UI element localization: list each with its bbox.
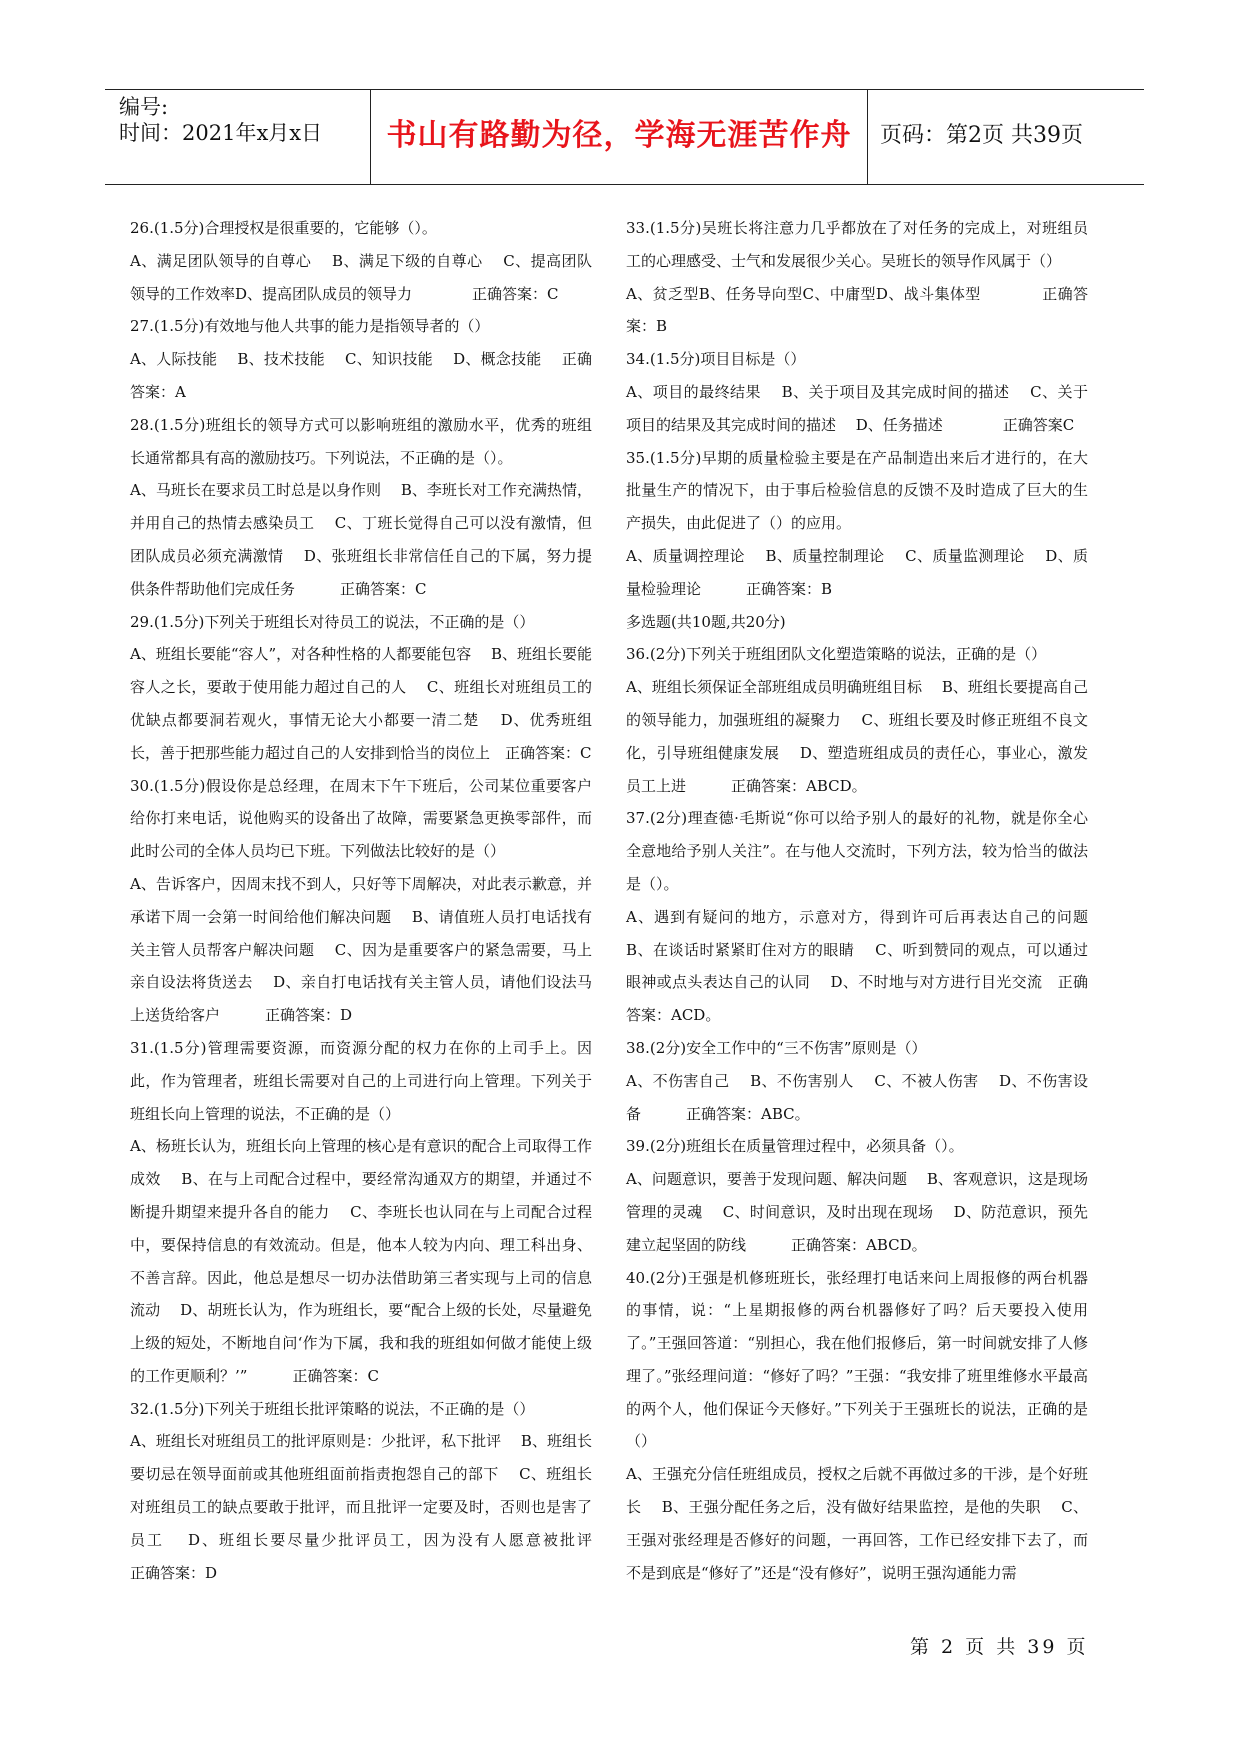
options-35: A、质量调控理论 B、质量控制理论 C、质量监测理论 D、质量检验理论 正确答案：B — [626, 546, 1088, 598]
question-26: 26.(1.5分)合理授权是很重要的，它能够（）。 — [130, 219, 437, 237]
question-35: 35.(1.5分)早期的质量检验主要是在产品制造出来后才进行的，在大批量生产的情况下，由于事后检验信息的反馈不及时造成了巨大的生产损失，由此促进了（）的应用。 — [626, 448, 1088, 533]
options-30: A、告诉客户，因周末找不到人，只好等下周解决，对此表示歉意，并承诺下周一会第一时间给他们解决问题 B、请值班人员打电话找有关主管人员帮客户解决问题 C、因为是重要客户的紧急需要，马上亲自设法将货送去 D、亲自打电话找有关主管人员，请他们设法马上送货给客户 正确答案：D — [130, 874, 592, 1025]
options-34: A、项目的最终结果 B、关于项目及其完成时间的描述 C、关于项目的结果及其完成时间的描述 D、任务描述 正确答案C — [626, 382, 1088, 434]
question-27: 27.(1.5分)有效地与他人共事的能力是指领导者的（） — [130, 317, 490, 336]
time-label: 时间：2021年x月x日 — [119, 121, 323, 145]
left-column — [130, 212, 638, 1589]
question-32: 32.(1.5分)下列关于班组长批评策略的说法，不正确的是（） — [130, 1399, 535, 1418]
options-31: A、杨班长认为，班组长向上管理的核心是有意识的配合上司取得工作成效 B、在与上司配合过程中，要经常沟通双方的期望，并通过不断提升期望来提升各自的能力 C、李班长也认同在与上司配合过程中，要保持信息的有效流动。但是，他本人较为内向、理工科出身、不善言辞。因此，他总是想尽一切办法借助第三者实现与上司的信息流动 D、胡班长认为，作为班组长，要“配合上级的长处，尽量避免上级的短处，不断地自问‘作为下属，我和我的班组如何做才能使上级的工作更顺利？’” 正确答案：C — [130, 1137, 592, 1385]
question-39: 39.(2分)班组长在质量管理过程中，必须具备（）。 — [626, 1137, 964, 1156]
options-28: A、马班长在要求员工时总是以身作则 B、李班长对工作充满热情，并用自己的热情去感染员工 C、丁班长觉得自己可以没有激情，但团队成员必须充满激情 D、张班组长非常信任自己的下属，努力提供条件帮助他们完成任务 正确答案：C — [130, 481, 592, 598]
section-heading-multiple-choice: 多选题(共10题,共20分) — [626, 612, 786, 631]
header-left-cell — [105, 90, 370, 184]
options-29: A、班组长要能“容人”，对各种性格的人都要能包容 B、班组长要能容人之长，要敢于使用能力超过自己的人 C、班组长对班组员工的优缺点都要洞若观火，事情无论大小都要一清二楚 D、优秀班组长，善于把那些能力超过自己的人安排到恰当的岗位上 正确答案：C — [130, 645, 592, 762]
question-31: 31.(1.5分)管理需要资源，而资源分配的权力在你的上司手上。因此，作为管理者，班组长需要对自己的上司进行向上管理。下列关于班组长向上管理的说法，不正确的是（） — [130, 1038, 592, 1123]
question-30: 30.(1.5分)假设你是总经理，在周末下午下班后，公司某位重要客户给你打来电话，说他购买的设备出了故障，需要紧急更换零部件，而此时公司的全体人员均已下班。下列做法比较好的是（） — [130, 776, 592, 861]
number-label: 编号: — [119, 95, 169, 119]
options-39: A、问题意识，要善于发现问题、解决问题 B、客观意识，这是现场管理的灵魂 C、时间意识，及时出现在现场 D、防范意识，预先建立起坚固的防线 正确答案：ABCD。 — [626, 1170, 1088, 1254]
options-32: A、班组长对班组员工的批评原则是：少批评，私下批评 B、班组长要切忌在领导面前或其他班组面前指责抱怨自己的部下 C、班组长对班组员工的缺点要敢于批评，而且批评一定要及时，否则也是害了员工 D、班组长要尽量少批评员工，因为没有人愿意被批评 正确答案：D — [130, 1432, 638, 1582]
motto-text: 书山有路勤为径，学海无涯苦作舟 — [386, 118, 852, 153]
question-40: 40.(2分)王强是机修班班长，张经理打电话来问上周报修的两台机器的事情，说：“上星期报修的两台机器修好了吗？后天要投入使用了。”王强回答道：“别担心，我在他们报修后，第一时间就安排了人修理了。”张经理问道：“修好了吗？”王强：“我安排了班里维修水平最高的两个人，他们保证今天修好。”下列关于王强班长的说法，正确的是（） — [626, 1268, 1088, 1451]
question-36: 36.(2分)下列关于班组团队文化塑造策略的说法，正确的是（） — [626, 645, 1047, 664]
header-motto-cell — [370, 90, 868, 184]
page-info: 页码：第2页 共39页 — [880, 123, 1083, 148]
options-36: A、班组长须保证全部班组成员明确班组目标 B、班组长要提高自己的领导能力，加强班组的凝聚力 C、班组长要及时修正班组不良文化，引导班组健康发展 D、塑造班组成员的责任心，事业心，激发员工上进 正确答案：ABCD。 — [626, 678, 1088, 795]
question-34: 34.(1.5分)项目目标是（） — [626, 350, 806, 369]
question-28: 28.(1.5分)班组长的领导方式可以影响班组的激励水平，优秀的班组长通常都具有高的激励技巧。下列说法，不正确的是（）。 — [130, 415, 592, 467]
question-37: 37.(2分)理查德·毛斯说“你可以给予别人的最好的礼物，就是你全心全意地给予别人关注”。在与他人交流时，下列方法，较为恰当的做法是（）。 — [626, 809, 1088, 893]
question-38: 38.(2分)安全工作中的“三不伤害”原则是（） — [626, 1038, 927, 1057]
right-column — [626, 212, 1108, 1589]
page-footer: 第 2 页 共 39 页 — [910, 1636, 1089, 1658]
page-header — [105, 89, 1144, 185]
options-26: A、满足团队领导的自尊心 B、满足下级的自尊心 C、提高团队领导的工作效率D、提高团队成员的领导力 正确答案：C — [130, 251, 592, 303]
question-33: 33.(1.5分)吴班长将注意力几乎都放在了对任务的完成上，对班组员工的心理感受、士气和发展很少关心。吴班长的领导作风属于（） — [626, 219, 1088, 270]
options-40: A、王强充分信任班组成员，授权之后就不再做过多的干涉，是个好班长 B、王强分配任务之后，没有做好结果监控，是他的失职 C、王强对张经理是否修好的问题，一再回答，工作已经安排下去了，而不是到底是“修好了”还是“没有修好”，说明王强沟通能力需 — [626, 1465, 1088, 1582]
options-27: A、人际技能 B、技术技能 C、知识技能 D、概念技能 正确答案：A — [130, 350, 592, 401]
options-37: A、遇到有疑问的地方，示意对方，得到许可后再表达自己的问题 B、在谈话时紧紧盯住对方的眼睛 C、听到赞同的观点，可以通过眼神或点头表达自己的认同 D、不时地与对方进行目光交流 正确答案：ACD。 — [626, 907, 1108, 1025]
options-33: A、贫乏型B、任务导向型C、中庸型D、战斗集体型 正确答案：B — [626, 284, 1088, 336]
header-right-cell — [868, 90, 1144, 184]
options-38: A、不伤害自己 B、不伤害别人 C、不被人伤害 D、不伤害设备 正确答案：ABC。 — [626, 1071, 1088, 1123]
question-29: 29.(1.5分)下列关于班组长对待员工的说法，不正确的是（） — [130, 612, 535, 631]
